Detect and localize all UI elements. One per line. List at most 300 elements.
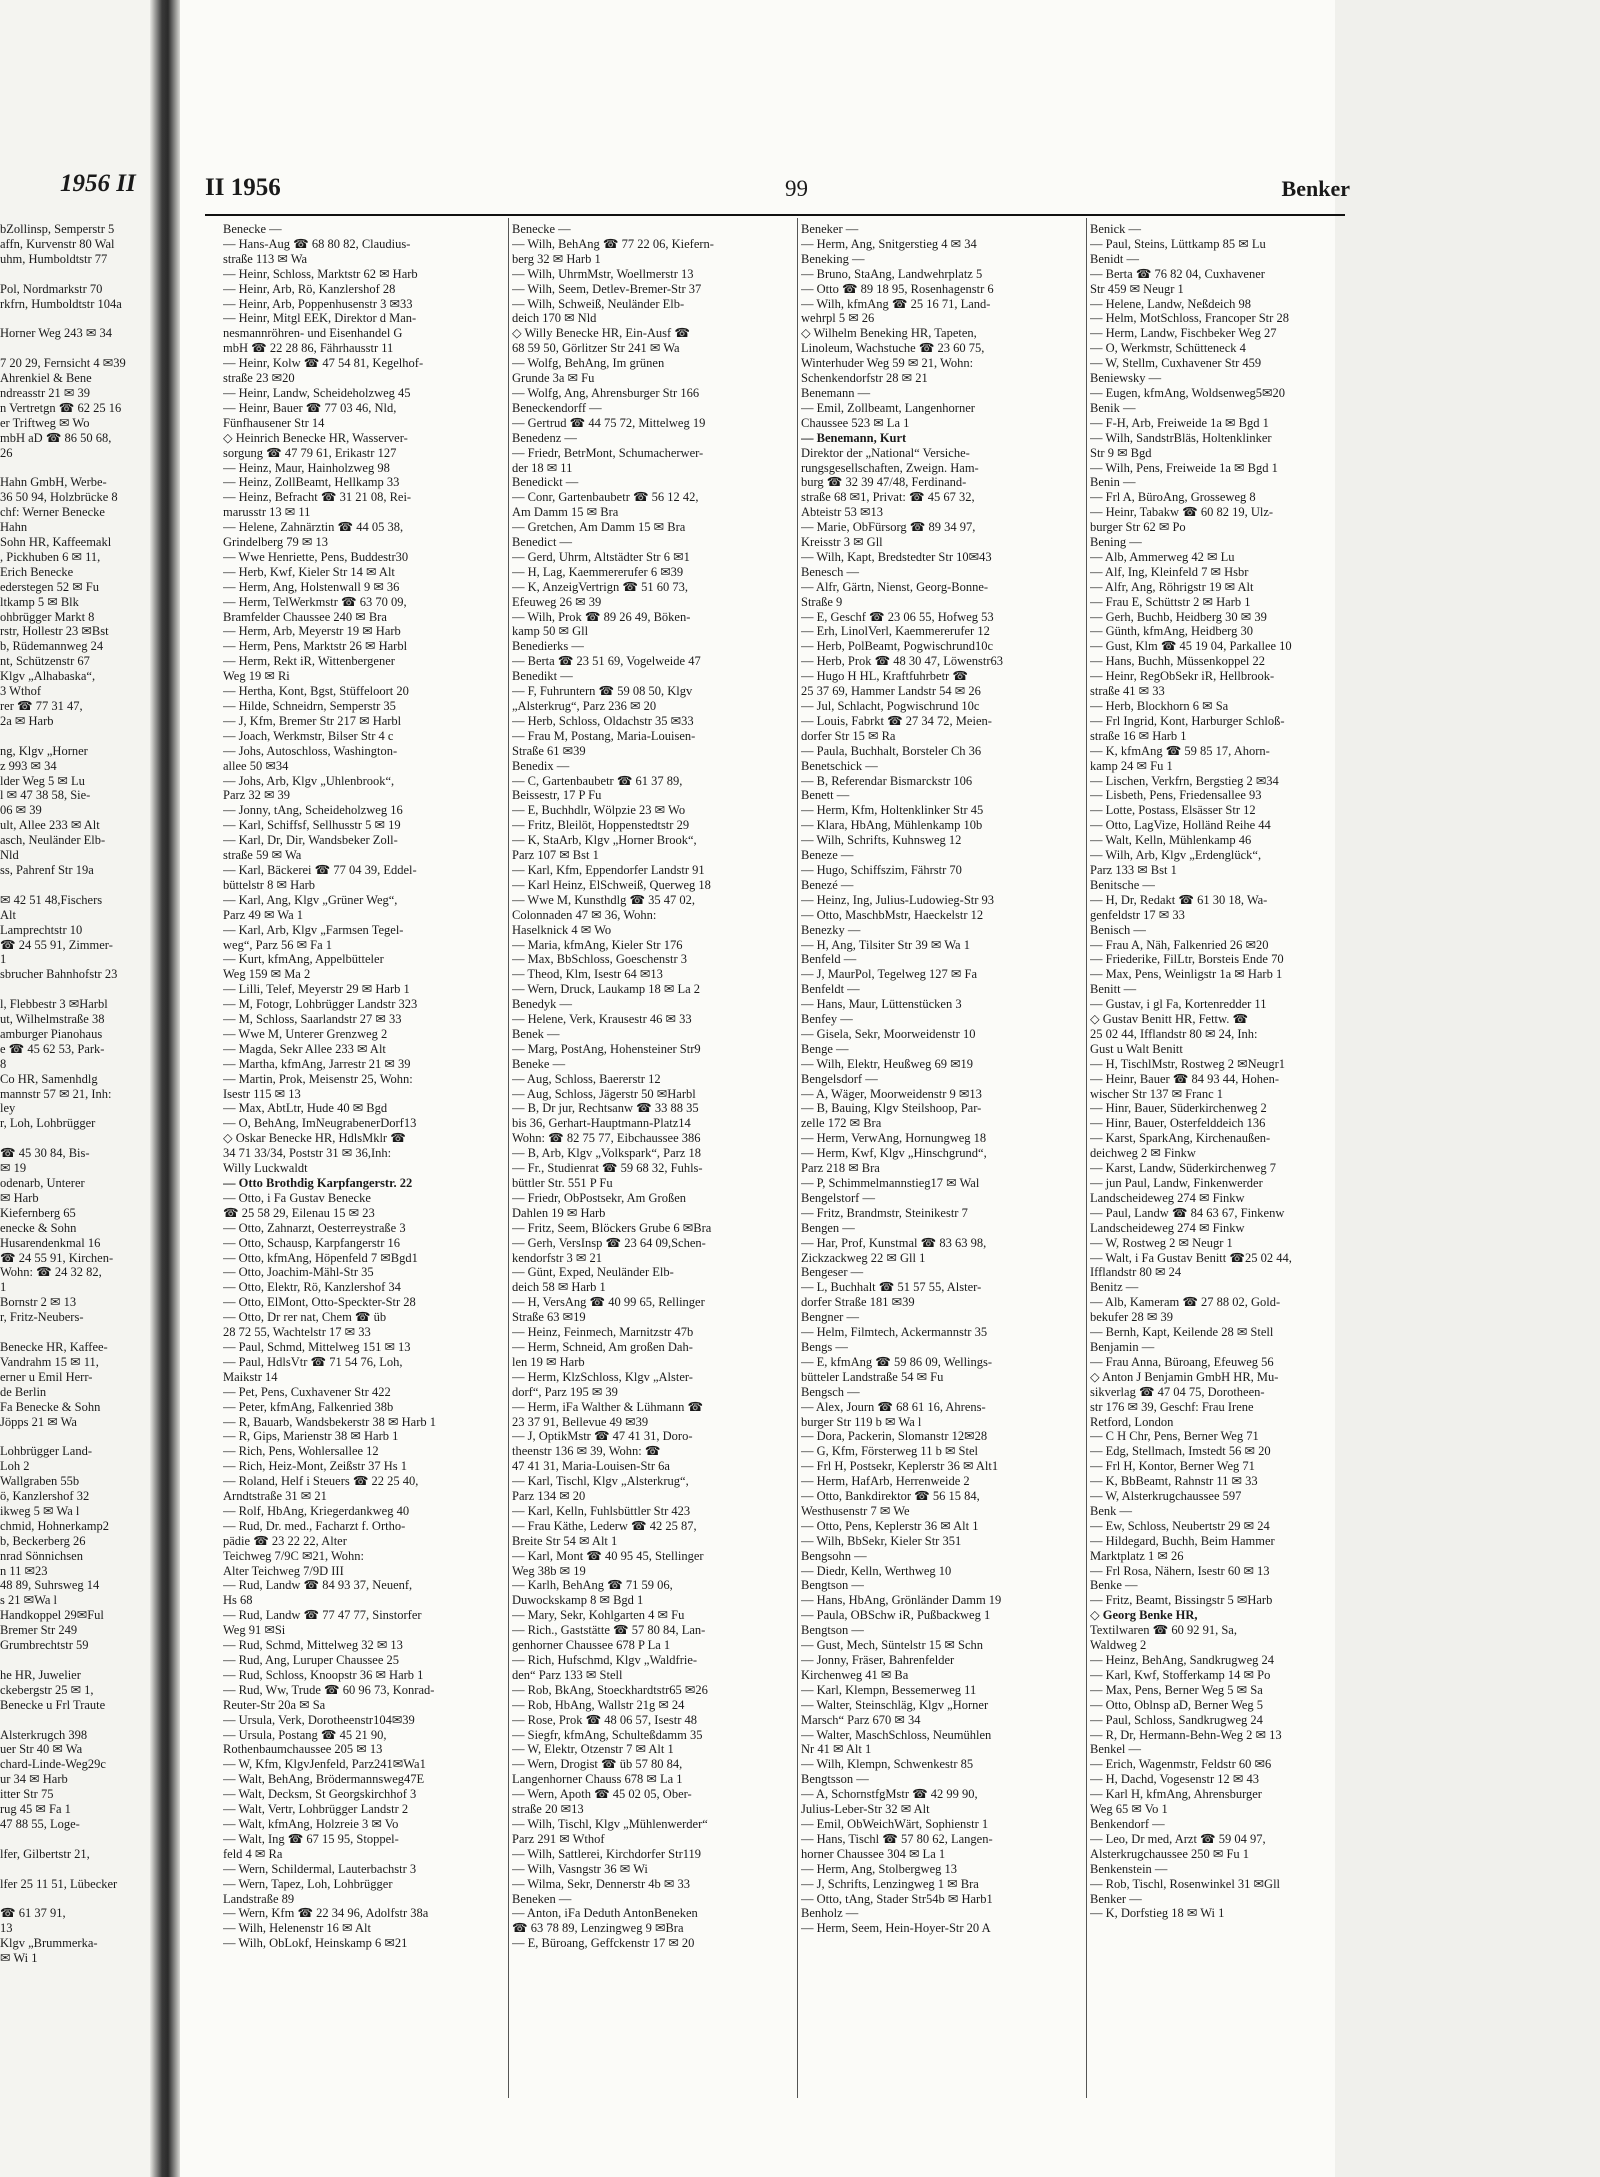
- directory-entry-line: — Wilh, Sattlerei, Kirchdorfer Str119: [512, 1846, 702, 1861]
- directory-entry-line: straße 113 ✉ Wa: [223, 251, 308, 266]
- directory-entry-line: — Walter, MaschSchloss, Neumühlen: [801, 1727, 992, 1742]
- directory-entry-line: — Kurt, kfmAng, Appelbütteler: [223, 952, 384, 967]
- directory-entry-line: — Heinz, Ing, Julius-Ludowieg-Str 93: [801, 892, 995, 907]
- left-page-line: Jöpps 21 ✉ Wa: [0, 1414, 77, 1429]
- directory-entry-line: — Paul, Schloss, Sandkrugweg 24: [1090, 1712, 1263, 1727]
- directory-entry-line: Reuter-Str 20a ✉ Sa: [223, 1697, 326, 1712]
- directory-entry-line: — H, Ang, Tilsiter Str 39 ✉ Wa 1: [801, 937, 970, 952]
- directory-entry-line: — Lisbeth, Pens, Friedensallee 93: [1090, 788, 1262, 803]
- directory-entry-line: 68 59 50, Görlitzer Str 241 ✉ Wa: [512, 341, 680, 356]
- directory-entry-line: Benik —: [1090, 400, 1136, 415]
- directory-entry-line: deich 58 ✉ Harb 1: [512, 1280, 606, 1295]
- directory-entry-line: — Helene, Zahnärztin ☎ 44 05 38,: [223, 520, 404, 535]
- left-page-line: 48 89, Suhrsweg 14: [0, 1578, 100, 1593]
- directory-entry-line: — Heinr, Bauer ☎ 84 93 44, Hohen-: [1090, 1071, 1279, 1086]
- directory-entry-line: — Karst, SparkAng, Kirchenaußen-: [1090, 1131, 1271, 1146]
- directory-entry-line: — Karl, Arb, Klgv „Farmsen Tegel-: [223, 922, 404, 937]
- left-page-line: mannstr 57 ✉ 21, Inh:: [0, 1086, 112, 1101]
- directory-entry-line: — E, Buchhdlr, Wölpzie 23 ✉ Wo: [512, 803, 686, 818]
- left-page-line: [0, 982, 152, 997]
- directory-entry-line: — Gust, Klm ☎ 45 19 04, Parkallee 10: [1090, 639, 1292, 654]
- left-page-line: Grumbrechtstr 59: [0, 1638, 89, 1653]
- directory-entry-line: — Hans, Buchh, Müssenkoppel 22: [1090, 654, 1265, 669]
- left-page-line: rer ☎ 77 31 47,: [0, 699, 83, 713]
- directory-entry-line: — Herm, Ang, Stolbergweg 13: [801, 1861, 958, 1876]
- directory-entry-line: — Wwe M, Unterer Grenzweg 2: [223, 1026, 388, 1041]
- directory-entry-line: Benfey —: [801, 1012, 853, 1027]
- directory-entry-line: Hs 68: [223, 1593, 253, 1608]
- directory-entry-line: Langenhorner Chauss 678 ✉ La 1: [512, 1772, 683, 1787]
- directory-entry-line: ◇ Georg Benke HR,: [1090, 1608, 1198, 1623]
- directory-entry-line: Westhusenstr 7 ✉ We: [801, 1503, 910, 1518]
- directory-entry-line: — J, OptikMstr ☎ 47 41 31, Doro-: [512, 1429, 693, 1444]
- directory-entry-line: — Heinr, Schloss, Marktstr 62 ✉ Harb: [223, 266, 418, 281]
- left-page-line: nrad Sönnichsen: [0, 1548, 83, 1563]
- directory-entry-line: — G, Kfm, Försterweg 11 b ✉ Stel: [801, 1444, 979, 1459]
- left-page-line: enecke & Sohn: [0, 1220, 77, 1235]
- directory-entry-line: — Hans, Maur, Lüttenstücken 3: [801, 997, 962, 1012]
- directory-entry-line: — Gustav, i gl Fa, Kortenredder 11: [1090, 997, 1267, 1012]
- directory-entry-line: — Hinr, Bauer, Osterfelddeich 136: [1090, 1116, 1266, 1131]
- left-page-line: 8: [0, 1056, 7, 1071]
- directory-entry-line: — Paula, OBSchw iR, Pußbackweg 1: [801, 1608, 991, 1623]
- directory-entry-line: — Otto, kfmAng, Höpenfeld 7 ✉Bgd1: [223, 1250, 418, 1265]
- left-page-line: uer Str 40 ✉ Wa: [0, 1742, 83, 1757]
- directory-entry-line: Maikstr 14: [223, 1369, 278, 1384]
- directory-entry-line: Weg 19 ✉ Ri: [223, 669, 290, 684]
- directory-entry-line: — jun Paul, Landw, Finkenwerder: [1090, 1176, 1263, 1190]
- directory-entry-line: — Jul, Schlacht, Pogwischrund 10c: [801, 699, 980, 713]
- directory-entry-line: — Otto, MaschbMstr, Haeckelstr 12: [801, 907, 984, 922]
- directory-entry-line: Haselknick 4 ✉ Wo: [512, 922, 612, 937]
- left-page-line: b, Rüdemannweg 24: [0, 639, 104, 654]
- directory-entry-line: Bengsohn —: [801, 1548, 867, 1563]
- directory-entry-line: — Herb, Kwf, Kieler Str 14 ✉ Alt: [223, 564, 395, 579]
- directory-entry-line: Bengsch —: [801, 1384, 860, 1399]
- directory-entry-line: rungsgesellschaften, Zweign. Ham-: [801, 460, 979, 475]
- directory-entry-line: Marktplatz 1 ✉ 26: [1090, 1548, 1184, 1563]
- directory-entry-line: — Wilh, Seem, Detlev-Bremer-Str 37: [512, 281, 702, 296]
- directory-entry-line: Benedierks —: [512, 639, 584, 654]
- left-facing-page: [0, 0, 152, 2177]
- directory-entry-line: „Alsterkrug“, Parz 236 ✉ 20: [512, 699, 657, 713]
- directory-entry-line: — Bernh, Kapt, Keilende 28 ✉ Stell: [1090, 1325, 1274, 1340]
- left-page-line: Wallgraben 55b: [0, 1474, 80, 1489]
- directory-entry-line: — H, Dachd, Vogesenstr 12 ✉ 43: [1090, 1772, 1260, 1787]
- directory-entry-line: Weg 91 ✉Si: [223, 1623, 286, 1638]
- directory-entry-line: — W, Rostweg 2 ✉ Neugr 1: [1090, 1235, 1233, 1250]
- directory-entry-line: — R, Dr, Hermann-Behn-Weg 2 ✉ 13: [1090, 1727, 1282, 1742]
- directory-entry-line: Marsch“ Parz 670 ✉ 34: [801, 1712, 921, 1727]
- directory-entry-line: Benedenz —: [512, 430, 577, 445]
- left-page-line: 1: [0, 952, 7, 967]
- directory-entry-line: — Rud, Ww, Trude ☎ 60 96 73, Konrad-: [223, 1682, 435, 1697]
- directory-entry-line: — Rud, Schloss, Knoopstr 36 ✉ Harb 1: [223, 1667, 424, 1682]
- directory-entry-line: Benecke —: [223, 222, 282, 236]
- directory-entry-line: — Paul, Steins, Lüttkamp 85 ✉ Lu: [1090, 236, 1266, 251]
- left-page-line: lder Weg 5 ✉ Lu: [0, 773, 85, 788]
- left-page-line: Erich Benecke: [0, 564, 74, 579]
- left-page-line: Benecke u Frl Traute: [0, 1697, 106, 1712]
- directory-entry-line: — Walt, Kelln, Mühlenkamp 46: [1090, 833, 1252, 848]
- directory-entry-line: — H, VersAng ☎ 40 99 65, Rellinger: [512, 1295, 705, 1310]
- directory-entry-line: — Alb, Ammerweg 42 ✉ Lu: [1090, 549, 1235, 564]
- directory-entry-line: — Rob, HbAng, Wallstr 21g ✉ 24: [512, 1697, 685, 1712]
- directory-entry-line: ☎ 63 78 89, Lenzingweg 9 ✉Bra: [512, 1921, 684, 1936]
- header-rule: [205, 214, 1345, 216]
- directory-entry-line: — Diedr, Kelln, Werthweg 10: [801, 1563, 952, 1578]
- directory-entry-line: — Otto, Joachim-Mähl-Str 35: [223, 1265, 374, 1280]
- directory-entry-line: len 19 ✉ Harb: [512, 1354, 585, 1369]
- directory-entry-line: — W, Alsterkrugchaussee 597: [1090, 1489, 1242, 1504]
- directory-entry-line: — Fr., Studienrat ☎ 59 68 32, Fuhls-: [512, 1161, 703, 1176]
- directory-entry-line: — Marie, ObFürsorg ☎ 89 34 97,: [801, 520, 976, 535]
- left-page-line: ✉ Harb: [0, 1190, 39, 1205]
- directory-entry-line: — Theod, Klm, Isestr 64 ✉13: [512, 967, 663, 982]
- directory-entry-line: — Heinr, RegObSekr iR, Hellbrook-: [1090, 669, 1275, 684]
- left-page-line: ndreasstr 21 ✉ 39: [0, 385, 90, 400]
- directory-entry-line: — Helene, Verk, Krausestr 46 ✉ 33: [512, 1012, 692, 1027]
- left-page-line: [0, 1892, 152, 1907]
- directory-entry-line: — W, Kfm, KlgvJenfeld, Parz241✉Wa1: [223, 1757, 426, 1772]
- directory-entry-line: büttler Str. 551 P Fu: [512, 1176, 613, 1190]
- directory-entry-line: — Ursula, Postang ☎ 45 21 90,: [223, 1727, 387, 1742]
- left-page-line: ✉ 42 51 48,Fischers: [0, 892, 103, 907]
- directory-entry-line: Bengtson —: [801, 1578, 864, 1593]
- directory-entry-line: — E, kfmAng ☎ 59 86 09, Wellings-: [801, 1354, 993, 1369]
- directory-entry-line: — Herm, Seem, Hein-Hoyer-Str 20 A: [801, 1921, 991, 1936]
- directory-entry-line: Willy Luckwaldt: [223, 1161, 308, 1176]
- left-page-line: Hahn: [0, 520, 28, 535]
- left-page-line: [0, 1832, 152, 1847]
- directory-entry-line: — Wern, Tapez, Loh, Lohbrügger: [223, 1876, 393, 1891]
- left-page-line: chf: Werner Benecke: [0, 505, 105, 520]
- left-page-line: he HR, Juwelier: [0, 1667, 81, 1682]
- directory-entry-line: — Herm, Kwf, Klgv „Hinschgrund“,: [801, 1146, 987, 1161]
- directory-entry-line: — Otto, i Fa Gustav Benecke: [223, 1190, 371, 1205]
- directory-entry-line: — Karl, Klempn, Bessemerweg 11: [801, 1682, 977, 1697]
- directory-entry-line: — Hugo H HL, Kraftfuhrbetr ☎: [801, 669, 968, 684]
- directory-entry-line: — Wilh, Prok ☎ 89 26 49, Böken-: [512, 609, 691, 624]
- left-page-line: ohbrügger Markt 8: [0, 609, 95, 624]
- directory-entry-line: — Karl Heinz, ElSchweiß, Querweg 18: [512, 877, 711, 892]
- directory-entry-line: — M, Schloss, Saarlandstr 27 ✉ 33: [223, 1012, 402, 1027]
- directory-entry-line: — Wilh, UhrmMstr, Woellmerstr 13: [512, 266, 694, 281]
- directory-entry-line: — Wern, Schildermal, Lauterbachstr 3: [223, 1861, 417, 1876]
- directory-entry-line: — Heinr, Mitgl EEK, Direktor d Man-: [223, 311, 417, 326]
- page-volume: II 1956: [205, 174, 281, 201]
- directory-entry-line: Benezé —: [801, 877, 854, 892]
- directory-entry-line: — Rud, Ang, Luruper Chaussee 25: [223, 1653, 400, 1667]
- directory-entry-line: — Hans, Tischl ☎ 57 80 62, Langen-: [801, 1831, 993, 1846]
- left-page-line: n Vertretgn ☎ 62 25 16: [0, 400, 122, 415]
- directory-entry-line: — Otto, Bankdirektor ☎ 56 15 84,: [801, 1489, 980, 1504]
- left-page-line: Klgv „Alhabaska“,: [0, 669, 96, 684]
- left-page-line: [0, 311, 152, 326]
- directory-entry-line: — Har, Prof, Kunstmal ☎ 83 63 98,: [801, 1235, 987, 1250]
- directory-entry-line: — Frl H, Kontor, Berner Weg 71: [1090, 1459, 1255, 1474]
- left-page-line: ley: [0, 1101, 16, 1116]
- directory-entry-line: — Lilli, Telef, Meyerstr 29 ✉ Harb 1: [223, 982, 410, 997]
- directory-entry-line: Benitt —: [1090, 982, 1137, 997]
- left-page-column: [0, 222, 152, 1966]
- directory-entry-line: — Otto, Schausp, Karpfangerstr 16: [223, 1235, 401, 1250]
- directory-entry-line: — Paula, Buchhalt, Borsteler Ch 36: [801, 743, 982, 758]
- directory-entry-line: 23 37 91, Bellevue 49 ✉39: [512, 1414, 649, 1429]
- directory-entry-line: Bengs —: [801, 1339, 848, 1354]
- directory-entry-line: marusstr 13 ✉ 11: [223, 505, 311, 520]
- directory-entry-line: — Otto, Dr rer nat, Chem ☎ üb: [223, 1310, 387, 1325]
- directory-entry-line: str 176 ✉ 39, Geschf: Frau Irene: [1090, 1399, 1254, 1414]
- directory-entry-line: — A, Wäger, Moorweidenstr 9 ✉13: [801, 1086, 982, 1101]
- directory-entry-line: — Wilh, Tischl, Klgv „Mühlenwerder“: [512, 1816, 708, 1831]
- directory-entry-line: — Otto, tAng, Stader Str54b ✉ Harb1: [801, 1891, 993, 1906]
- left-page-line: [0, 461, 152, 476]
- directory-entry-line: — Leo, Dr med, Arzt ☎ 59 04 97,: [1090, 1831, 1266, 1846]
- directory-entry-line: — Aug, Schloss, Baererstr 12: [512, 1071, 661, 1086]
- left-page-line: b, Beckerberg 26: [0, 1533, 86, 1548]
- directory-entry-line: Parz 134 ✉ 20: [512, 1489, 586, 1504]
- directory-entry-line: büttelstr 8 ✉ Harb: [223, 877, 316, 892]
- directory-entry-line: Benitz —: [1090, 1280, 1139, 1295]
- directory-entry-line: Beneckendorff —: [512, 400, 602, 415]
- directory-entry-line: — Helm, MotSchloss, Francoper Str 28: [1090, 311, 1289, 326]
- directory-entry-line: — Wern, Kfm ☎ 22 34 96, Adolfstr 38a: [223, 1906, 429, 1921]
- directory-entry-line: — Aug, Schloss, Jägerstr 50 ✉Harbl: [512, 1086, 696, 1101]
- directory-entry-line: — Wilh, Elektr, Heußweg 69 ✉19: [801, 1056, 974, 1071]
- directory-entry-line: Benker —: [1090, 1891, 1142, 1906]
- directory-entry-line: — Frau M, Postang, Maria-Louisen-: [512, 728, 696, 743]
- left-page-line: 47 88 55, Loge-: [0, 1816, 80, 1831]
- left-page-line: [0, 1429, 152, 1444]
- left-page-line: asch, Neuländer Elb-: [0, 833, 106, 848]
- left-page-line: lfer 25 11 51, Lübecker: [0, 1876, 118, 1891]
- left-page-line: ult, Allee 233 ✉ Alt: [0, 818, 100, 833]
- directory-entry-line: Benkenstein —: [1090, 1861, 1168, 1876]
- directory-entry-line: — Heinz, BehAng, Sandkrugweg 24: [1090, 1653, 1274, 1667]
- directory-entry-line: 28 72 55, Wachtelstr 17 ✉ 33: [223, 1325, 371, 1340]
- directory-entry-line: Abteistr 53 ✉13: [801, 505, 883, 520]
- left-page-line: affn, Kurvenstr 80 Wal: [0, 236, 115, 251]
- left-page-line: 7 20 29, Fernsicht 4 ✉39: [0, 356, 126, 371]
- directory-entry-line: — Frl Ingrid, Kont, Harburger Schloß-: [1090, 713, 1285, 728]
- left-page-line: 2a ✉ Harb: [0, 713, 54, 728]
- directory-entry-line: — O, Werkmstr, Schütteneck 4: [1090, 341, 1246, 356]
- directory-entry-line: — Wilh, ObLokf, Heinskamp 6 ✉21: [223, 1936, 408, 1951]
- directory-entry-line: — Günth, kfmAng, Heidberg 30: [1090, 624, 1253, 639]
- directory-entry-line: 47 41 31, Maria-Louisen-Str 6a: [512, 1459, 670, 1474]
- directory-entry-line: Schenkendorfstr 28 ✉ 21: [801, 371, 928, 386]
- left-page-line: Lohbrügger Land-: [0, 1444, 92, 1459]
- directory-entry-line: — Walt, Vertr, Lohbrügger Landstr 2: [223, 1802, 409, 1817]
- left-page-line: Wohn: ☎ 24 32 82,: [0, 1265, 102, 1280]
- directory-entry-line: — Karl, Schiffsf, Sellhusstr 5 ✉ 19: [223, 818, 401, 833]
- directory-entry-line: — Wilh, BbSekr, Kieler Str 351: [801, 1533, 962, 1548]
- directory-entry-line: — Hertha, Kont, Bgst, Stüffeloort 20: [223, 684, 409, 699]
- left-page-line: [0, 1653, 152, 1668]
- directory-entry-line: — Alfr, Ang, Röhrigstr 19 ✉ Alt: [1090, 579, 1254, 594]
- directory-entry-line: — Wolfg, BehAng, Im grünen: [512, 356, 665, 371]
- left-page-line: Vandrahm 15 ✉ 11,: [0, 1354, 99, 1369]
- directory-entry-line: Straße 63 ✉19: [512, 1310, 586, 1325]
- directory-entry-line: — F-H, Arb, Freiweide 1a ✉ Bgd 1: [1090, 415, 1269, 430]
- directory-entry-line: — Gertrud ☎ 44 75 72, Mittelweg 19: [512, 415, 706, 430]
- directory-entry-line: — Herm, Rekt iR, Wittenbergener: [223, 654, 395, 669]
- directory-entry-line: — Heinr, Arb, Poppenhusenstr 3 ✉33: [223, 296, 413, 311]
- directory-entry-line: — P, Schimmelmannstieg17 ✉ Wal: [801, 1176, 980, 1190]
- directory-entry-line: berg 32 ✉ Harb 1: [512, 251, 601, 266]
- directory-entry-line: — Magda, Sekr Allee 233 ✉ Alt: [223, 1041, 386, 1056]
- directory-entry-line: — Walt, Decksm, St Georgskirchhof 3: [223, 1787, 417, 1802]
- directory-entry-line: — Frl H, Postsekr, Keplerstr 36 ✉ Alt1: [801, 1459, 999, 1474]
- directory-entry-line: — Karst, Landw, Süderkirchenweg 7: [1090, 1161, 1276, 1176]
- directory-entry-line: Kirchenweg 41 ✉ Ba: [801, 1667, 909, 1682]
- directory-entry-line: Julius-Leber-Str 32 ✉ Alt: [801, 1802, 930, 1817]
- directory-entry-line: 34 71 33/34, Poststr 31 ✉ 36,Inh:: [223, 1146, 392, 1161]
- directory-entry-line: — Rob, Tischl, Rosenwinkel 31 ✉Gll: [1090, 1876, 1281, 1891]
- directory-entry-line: Grindelberg 79 ✉ 13: [223, 535, 329, 550]
- directory-entry-line: — Herb, PolBeamt, Pogwischrund10c: [801, 639, 993, 654]
- left-page-line: Alt: [0, 907, 16, 922]
- directory-entry-line: bütteler Landstraße 54 ✉ Fu: [801, 1369, 944, 1384]
- directory-entry-line: dorfer Straße 181 ✉39: [801, 1295, 915, 1310]
- left-page-line: z 993 ✉ 34: [0, 758, 57, 773]
- directory-entry-line: Benedix —: [512, 758, 570, 773]
- directory-entry-line: — Johs, Arb, Klgv „Uhlenbrook“,: [223, 773, 395, 788]
- directory-entry-line: Benkendorf —: [1090, 1816, 1165, 1831]
- left-page-line: rug 45 ✉ Fa 1: [0, 1802, 71, 1817]
- directory-entry-line: Rothenbaumchaussee 205 ✉ 13: [223, 1742, 383, 1757]
- left-page-line: mbH aD ☎ 86 50 68,: [0, 430, 112, 445]
- left-page-line: ikweg 5 ✉ Wa l: [0, 1503, 80, 1518]
- directory-entry-line: — Herm, Arb, Meyerstr 19 ✉ Harb: [223, 624, 401, 639]
- directory-entry-line: Parz 49 ✉ Wa 1: [223, 907, 304, 922]
- directory-entry-line: Bengtson —: [801, 1623, 864, 1638]
- directory-entry-line: — Ursula, Verk, Dorotheenstr104✉39: [223, 1712, 415, 1727]
- directory-entry-line: — Karlh, BehAng ☎ 71 59 06,: [512, 1578, 673, 1593]
- directory-entry-line: — Emil, ObWeichWärt, Sophienstr 1: [801, 1816, 989, 1831]
- directory-entry-line: — Walt, Ing ☎ 67 15 95, Stoppel-: [223, 1831, 399, 1846]
- directory-entry-line: — Wilh, SandstrBläs, Holtenklinker: [1090, 430, 1272, 445]
- directory-entry-line: — Rich., Gaststätte ☎ 57 80 84, Lan-: [512, 1623, 706, 1638]
- directory-entry-line: — Alf, Ing, Kleinfeld 7 ✉ Hsbr: [1090, 564, 1249, 579]
- left-page-line: Nld: [0, 848, 19, 863]
- directory-entry-line: Weg 159 ✉ Ma 2: [223, 967, 311, 982]
- directory-entry-line: — Walt, BehAng, Brödermannsweg47E: [223, 1772, 425, 1787]
- left-page-line: ut, Wilhelmstraße 38: [0, 1012, 105, 1027]
- directory-entry-line: — Maria, kfmAng, Kieler Str 176: [512, 937, 683, 952]
- directory-entry-line: — Otto, Pens, Keplerstr 36 ✉ Alt 1: [801, 1518, 979, 1533]
- directory-entry-line: 25 02 44, Ifflandstr 80 ✉ 24, Inh:: [1090, 1026, 1258, 1041]
- directory-entry-line: — R, Bauarb, Wandsbekerstr 38 ✉ Harb 1: [223, 1414, 437, 1429]
- directory-entry-line: feld 4 ✉ Ra: [223, 1846, 283, 1861]
- directory-entry-line: — Rob, BkAng, Stoeckhardtstr65 ✉26: [512, 1682, 708, 1697]
- directory-entry-line: — Pet, Pens, Cuxhavener Str 422: [223, 1384, 391, 1399]
- directory-entry-line: — Wern, Apoth ☎ 45 02 05, Ober-: [512, 1787, 692, 1802]
- directory-entry-line: Benholz —: [801, 1906, 859, 1921]
- directory-entry-line: theenstr 136 ✉ 39, Wohn: ☎: [512, 1444, 661, 1459]
- directory-entry-line: — Herm, iFa Walther & Lühmann ☎: [512, 1399, 704, 1414]
- left-page-line: [0, 341, 152, 356]
- directory-entry-line: — Wilh, Vasngstr 36 ✉ Wi: [512, 1861, 648, 1876]
- directory-column-2: [512, 222, 790, 1951]
- directory-entry-line: — Karl, Kelln, Fuhlsbüttler Str 423: [512, 1503, 691, 1518]
- directory-entry-line: ◇ Gustav Benitt HR, Fettw. ☎: [1090, 1012, 1249, 1027]
- directory-entry-line: Textilwaren ☎ 60 92 91, Sa,: [1090, 1623, 1237, 1638]
- left-page-line: nt, Schützenstr 67: [0, 654, 90, 669]
- left-page-line: r, Loh, Lohbrügger: [0, 1116, 96, 1131]
- directory-entry-line: straße 23 ✉20: [223, 371, 295, 386]
- directory-entry-line: — H, Dr, Redakt ☎ 61 30 18, Wa-: [1090, 892, 1268, 907]
- directory-entry-line: Benesch —: [801, 564, 859, 579]
- directory-entry-line: — Helm, Filmtech, Ackermannstr 35: [801, 1325, 988, 1340]
- directory-entry-line: Beissestr, 17 P Fu: [512, 788, 602, 803]
- directory-entry-line: — B, Dr jur, Rechtsanw ☎ 33 88 35: [512, 1101, 699, 1116]
- directory-entry-line: allee 50 ✉34: [223, 758, 289, 773]
- directory-entry-line: — Marg, PostAng, Hohensteiner Str9: [512, 1041, 701, 1056]
- left-page-line: chmid, Hohnerkamp2: [0, 1518, 110, 1533]
- directory-entry-line: — Edg, Stellmach, Imstedt 56 ✉ 20: [1090, 1444, 1271, 1459]
- directory-entry-line: — J, Kfm, Bremer Str 217 ✉ Harbl: [223, 713, 402, 728]
- directory-entry-line: — Wolfg, Ang, Ahrensburger Str 166: [512, 385, 700, 400]
- directory-entry-line: — Martha, kfmAng, Jarrestr 21 ✉ 39: [223, 1056, 411, 1071]
- directory-entry-line: — Walt, i Fa Gustav Benitt ☎25 02 44,: [1090, 1250, 1292, 1265]
- directory-entry-line: — Wern, Drogist ☎ üb 57 80 84,: [512, 1757, 683, 1772]
- directory-entry-line: sorgung ☎ 47 79 61, Erikastr 127: [223, 445, 397, 460]
- left-page-line: 13: [0, 1921, 13, 1936]
- directory-entry-line: — K, kfmAng ☎ 59 85 17, Ahorn-: [1090, 743, 1270, 758]
- left-page-line: ☎ 45 30 84, Bis-: [0, 1146, 90, 1161]
- directory-entry-line: — Fritz, Brandmstr, Steinikestr 7: [801, 1205, 968, 1220]
- left-page-line: rkfrn, Humboldtstr 104a: [0, 296, 122, 311]
- directory-entry-line: — Heinr, Landw, Scheideholzweg 45: [223, 385, 411, 400]
- directory-entry-line: — Herm, VerwAng, Hornungweg 18: [801, 1131, 987, 1146]
- directory-entry-line: deich 170 ✉ Nld: [512, 311, 597, 326]
- directory-column-4: [1090, 222, 1368, 1921]
- directory-entry-line: — Anton, iFa Deduth AntonBeneken: [512, 1906, 698, 1921]
- column-divider: [508, 218, 509, 2098]
- directory-entry-line: — Karl, Kwf, Stofferkamp 14 ✉ Po: [1090, 1667, 1271, 1682]
- column-divider: [797, 218, 798, 2098]
- directory-entry-line: — Siegfr, kfmAng, Schulteßdamm 35: [512, 1727, 703, 1742]
- directory-entry-line: — Wilh, Schrifts, Kuhnsweg 12: [801, 833, 962, 848]
- directory-entry-line: — Walt, kfmAng, Holzreie 3 ✉ Vo: [223, 1816, 399, 1831]
- directory-entry-line: Alter Teichweg 7/9D III: [223, 1563, 344, 1578]
- directory-entry-line: — Frau E, Schüttstr 2 ✉ Harb 1: [1090, 594, 1251, 609]
- directory-entry-line: ◇ Anton J Benjamin GmbH HR, Mu-: [1090, 1369, 1279, 1384]
- directory-entry-line: — Wilh, Klempn, Schwenkestr 85: [801, 1757, 974, 1772]
- directory-entry-line: Bengen —: [801, 1220, 855, 1235]
- directory-entry-line: — L, Buchhalt ☎ 51 57 55, Alster-: [801, 1280, 982, 1295]
- directory-entry-line: — Jonny, tAng, Scheideholzweg 16: [223, 803, 403, 818]
- directory-entry-line: — Joach, Werkmstr, Bilser Str 4 c: [223, 728, 394, 743]
- directory-entry-line: — Klara, HbAng, Mühlenkamp 10b: [801, 818, 983, 833]
- directory-entry-line: — Herm, Schneid, Am großen Dah-: [512, 1339, 693, 1354]
- directory-entry-line: — Erich, Wagenmstr, Feldstr 60 ✉6: [1090, 1757, 1272, 1772]
- page-number: 99: [785, 176, 808, 201]
- left-page-line: Co HR, Samenhdlg: [0, 1071, 98, 1086]
- directory-entry-line: — O, BehAng, ImNeugrabenerDorf13: [223, 1116, 417, 1131]
- directory-entry-line: — Herm, KlzSchloss, Klgv „Alster-: [512, 1369, 693, 1384]
- directory-entry-line: bekufer 28 ✉ 39: [1090, 1310, 1174, 1325]
- left-page-line: uhm, Humboldtstr 77: [0, 251, 108, 266]
- running-keyword: Benker: [1281, 176, 1350, 201]
- directory-entry-line: Parz 32 ✉ 39: [223, 788, 291, 803]
- directory-entry-line: Landscheideweg 274 ✉ Finkw: [1090, 1190, 1245, 1205]
- directory-entry-line: Zickzackweg 22 ✉ Gll 1: [801, 1250, 926, 1265]
- directory-entry-line: Grunde 3a ✉ Fu: [512, 371, 595, 386]
- directory-entry-line: — J, Schrifts, Lenzingweg 1 ✉ Bra: [801, 1876, 979, 1891]
